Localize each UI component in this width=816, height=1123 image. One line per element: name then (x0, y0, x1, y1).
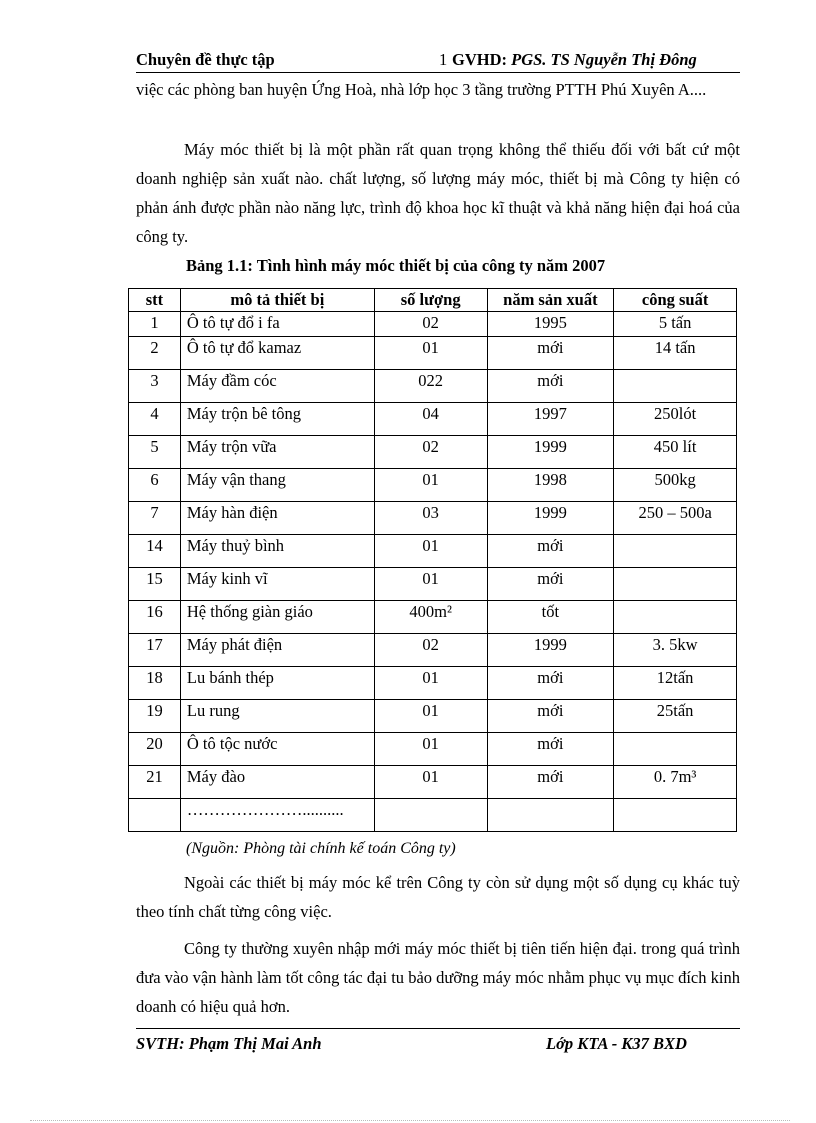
table-row (129, 700, 737, 733)
cell-description: Máy trộn vữa (180, 436, 374, 469)
table-row (129, 601, 737, 634)
cell-description: Máy hàn điện (180, 502, 374, 535)
cell-description: Máy vận thang (180, 469, 374, 502)
page-header (136, 50, 740, 72)
header-stt: stt (129, 289, 181, 312)
cell-capacity (614, 370, 737, 403)
header-year: năm sản xuất (487, 289, 614, 312)
cell-quantity: 01 (374, 469, 487, 502)
table-row (129, 568, 737, 601)
cell-year: 1999 (487, 502, 614, 535)
cell-description: Máy trộn bê tông (180, 403, 374, 436)
cell-description: Hệ thống giàn giáo (180, 601, 374, 634)
table-row (129, 370, 737, 403)
header-rule (136, 72, 740, 73)
cell-stt: 17 (129, 634, 181, 667)
table-row (129, 502, 737, 535)
cell-capacity (614, 733, 737, 766)
cell-stt: 15 (129, 568, 181, 601)
cell-quantity: 02 (374, 312, 487, 337)
cell-quantity: 01 (374, 535, 487, 568)
cell-quantity: 03 (374, 502, 487, 535)
cell-quantity: 02 (374, 634, 487, 667)
paragraph-3: Ngoài các thiết bị máy móc kể trên Công ty còn sử dụng một số dụng cụ khác tuỳ theo tính chất từng công việc. (136, 873, 740, 921)
cell-quantity: 02 (374, 436, 487, 469)
cell-year: mới (487, 337, 614, 370)
cell-description: Ô tô tộc nước (180, 733, 374, 766)
cell-year: mới (487, 700, 614, 733)
cell-description: Ô tô tự đổ kamaz (180, 337, 374, 370)
cell-quantity: 022 (374, 370, 487, 403)
cell-capacity: 250 – 500a (614, 502, 737, 535)
cell-quantity: 01 (374, 568, 487, 601)
supervisor (452, 50, 697, 70)
cell-year: 1997 (487, 403, 614, 436)
cell-empty (487, 799, 614, 832)
cell-description: Lu bánh thép (180, 667, 374, 700)
paragraph-4: Công ty thường xuyên nhập mới máy móc thiết bị tiên tiến hiện đại. trong quá trình đưa vào vận hành làm tốt công tác đại tu bảo dưỡng máy móc nhằm phục vụ mục đích kinh doanh có hiệu quả hơn. (136, 939, 740, 1016)
header-description: mô tả thiết bị (180, 289, 374, 312)
cell-empty (129, 799, 181, 832)
cell-capacity: 500kg (614, 469, 737, 502)
page-number: 1 (439, 50, 448, 69)
cell-year: mới (487, 568, 614, 601)
page-footer (136, 1034, 740, 1054)
report-title: Chuyên đề thực tập (136, 50, 275, 69)
cell-stt: 14 (129, 535, 181, 568)
cell-capacity: 250lót (614, 403, 737, 436)
cell-capacity: 3. 5kw (614, 634, 737, 667)
cell-year: 1999 (487, 634, 614, 667)
table-row (129, 766, 737, 799)
supervisor-label: GVHD: (452, 50, 512, 69)
cell-year: mới (487, 733, 614, 766)
cell-stt: 4 (129, 403, 181, 436)
cell-year: 1998 (487, 469, 614, 502)
cell-stt: 2 (129, 337, 181, 370)
cell-stt: 7 (129, 502, 181, 535)
cell-capacity: 14 tấn (614, 337, 737, 370)
footer-rule (136, 1028, 740, 1029)
cell-year: tốt (487, 601, 614, 634)
page-bottom-border (30, 1120, 790, 1121)
table-caption: Bảng 1.1: Tình hình máy móc thiết bị của công ty năm 2007 (186, 256, 606, 275)
table-row (129, 535, 737, 568)
cell-description: Máy đào (180, 766, 374, 799)
cell-description: Máy thuỷ bình (180, 535, 374, 568)
cell-quantity: 01 (374, 733, 487, 766)
cell-stt: 20 (129, 733, 181, 766)
cell-capacity (614, 601, 737, 634)
cell-quantity: 01 (374, 667, 487, 700)
cell-ellipsis: ………………….......... (180, 799, 374, 832)
cell-stt: 16 (129, 601, 181, 634)
cell-year: 1999 (487, 436, 614, 469)
table-row (129, 436, 737, 469)
cell-description: Máy kinh vĩ (180, 568, 374, 601)
cell-year: mới (487, 535, 614, 568)
cell-year: 1995 (487, 312, 614, 337)
cell-stt: 21 (129, 766, 181, 799)
table-row (129, 667, 737, 700)
cell-capacity: 25tấn (614, 700, 737, 733)
table-row (129, 634, 737, 667)
cell-capacity: 450 lít (614, 436, 737, 469)
supervisor-name: PGS. TS Nguyễn Thị Đông (511, 50, 697, 69)
cell-description: Máy phát điện (180, 634, 374, 667)
cell-quantity: 01 (374, 700, 487, 733)
cell-year: mới (487, 370, 614, 403)
cell-capacity: 5 tấn (614, 312, 737, 337)
equipment-table (128, 288, 737, 832)
cell-empty (374, 799, 487, 832)
table-header-row (129, 289, 737, 312)
cell-quantity: 04 (374, 403, 487, 436)
cell-capacity: 0. 7m³ (614, 766, 737, 799)
student-name: SVTH: Phạm Thị Mai Anh (136, 1034, 322, 1053)
table-row (129, 312, 737, 337)
cell-year: mới (487, 766, 614, 799)
cell-empty (614, 799, 737, 832)
cell-stt: 19 (129, 700, 181, 733)
cell-stt: 18 (129, 667, 181, 700)
paragraph-2: Máy móc thiết bị là một phần rất quan trọng không thể thiếu đối với bất cứ một doanh nghiệp sản xuất nào. chất lượng, số lượng máy móc, thiết bị mà Công ty hiện có phản ánh được phần nào năng lực, trình độ khoa học kĩ thuật và khả năng hiện đại hoá của công ty. (136, 140, 740, 246)
table-source: (Nguồn: Phòng tài chính kế toán Công ty) (186, 840, 456, 857)
cell-quantity: 01 (374, 766, 487, 799)
table-row (129, 469, 737, 502)
cell-capacity: 12tấn (614, 667, 737, 700)
cell-quantity: 400m² (374, 601, 487, 634)
cell-year: mới (487, 667, 614, 700)
class-code: Lớp KTA - K37 BXD (546, 1034, 687, 1053)
cell-capacity (614, 568, 737, 601)
paragraph-1: việc các phòng ban huyện Ứng Hoà, nhà lớp học 3 tầng trường PTTH Phú Xuyên A.... (136, 80, 707, 99)
cell-stt: 6 (129, 469, 181, 502)
cell-capacity (614, 535, 737, 568)
cell-stt: 1 (129, 312, 181, 337)
table-row (129, 733, 737, 766)
cell-description: Ô tô tự đổ i fa (180, 312, 374, 337)
cell-description: Lu rung (180, 700, 374, 733)
table-row-ellipsis (129, 799, 737, 832)
cell-stt: 5 (129, 436, 181, 469)
header-capacity: công suất (614, 289, 737, 312)
table-row (129, 403, 737, 436)
header-quantity: số lượng (374, 289, 487, 312)
cell-stt: 3 (129, 370, 181, 403)
cell-description: Máy đầm cóc (180, 370, 374, 403)
table-row (129, 337, 737, 370)
cell-quantity: 01 (374, 337, 487, 370)
